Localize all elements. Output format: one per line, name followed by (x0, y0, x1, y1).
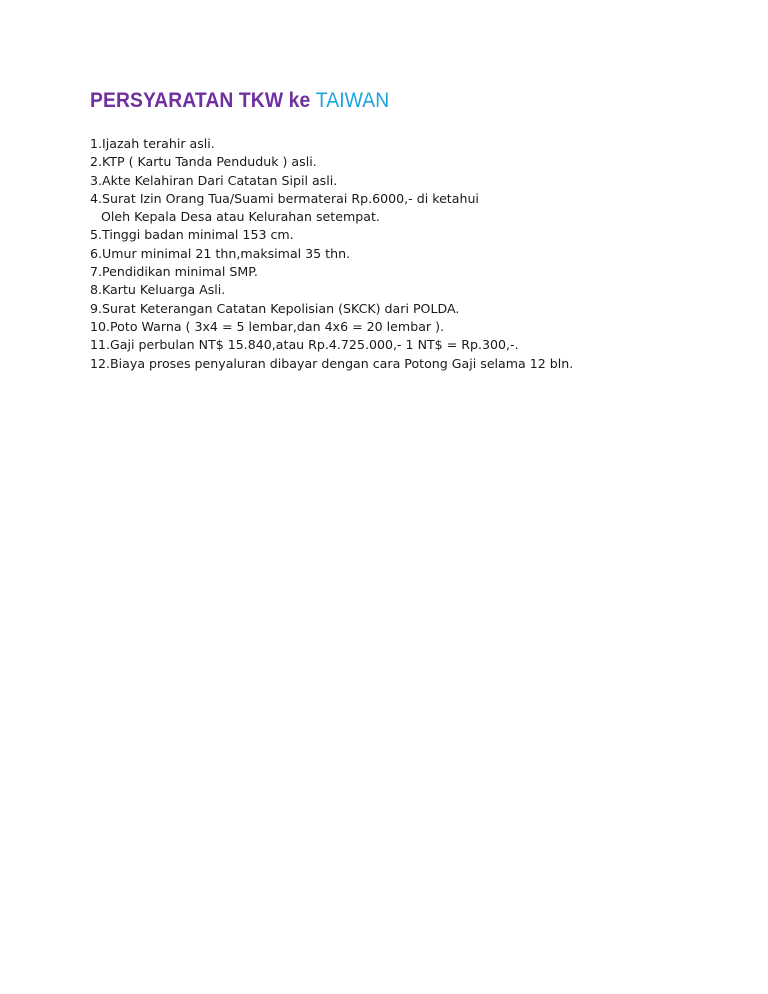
list-item: 8.Kartu Keluarga Asli. (90, 282, 226, 298)
list-item: 12.Biaya proses penyaluran dibayar dengan cara Potong Gaji selama 12 bln. (90, 355, 574, 371)
requirements-list (90, 135, 573, 373)
list-item: 6.Umur minimal 21 thn,maksimal 35 thn. (90, 245, 351, 261)
list-item: 5.Tinggi badan minimal 153 cm. (90, 227, 294, 243)
list-item: 10.Poto Warna ( 3x4 = 5 lembar,dan 4x6 = 20 lembar ). (90, 318, 445, 334)
document-title (90, 89, 389, 113)
list-item: 11.Gaji perbulan NT$ 15.840,atau Rp.4.725.000,- 1 NT$ = Rp.300,-. (90, 337, 519, 353)
title-part-1: PERSYARATAN TKW ke (90, 89, 316, 112)
list-item: 4.Surat Izin Orang Tua/Suami bermaterai Rp.6000,- di ketahui (90, 190, 479, 206)
list-item: 2.KTP ( Kartu Tanda Penduduk ) asli. (90, 154, 317, 170)
list-item: 9.Surat Keterangan Catatan Kepolisian (SKCK) dari POLDA. (90, 300, 460, 316)
list-item: 3.Akte Kelahiran Dari Catatan Sipil asli. (90, 172, 338, 188)
title-part-2: TAIWAN (315, 89, 390, 112)
list-item: 7.Pendidikan minimal SMP. (90, 264, 258, 280)
list-item-continuation: Oleh Kepala Desa atau Kelurahan setempat. (101, 209, 380, 225)
list-item: 1.Ijazah terahir asli. (90, 136, 215, 151)
